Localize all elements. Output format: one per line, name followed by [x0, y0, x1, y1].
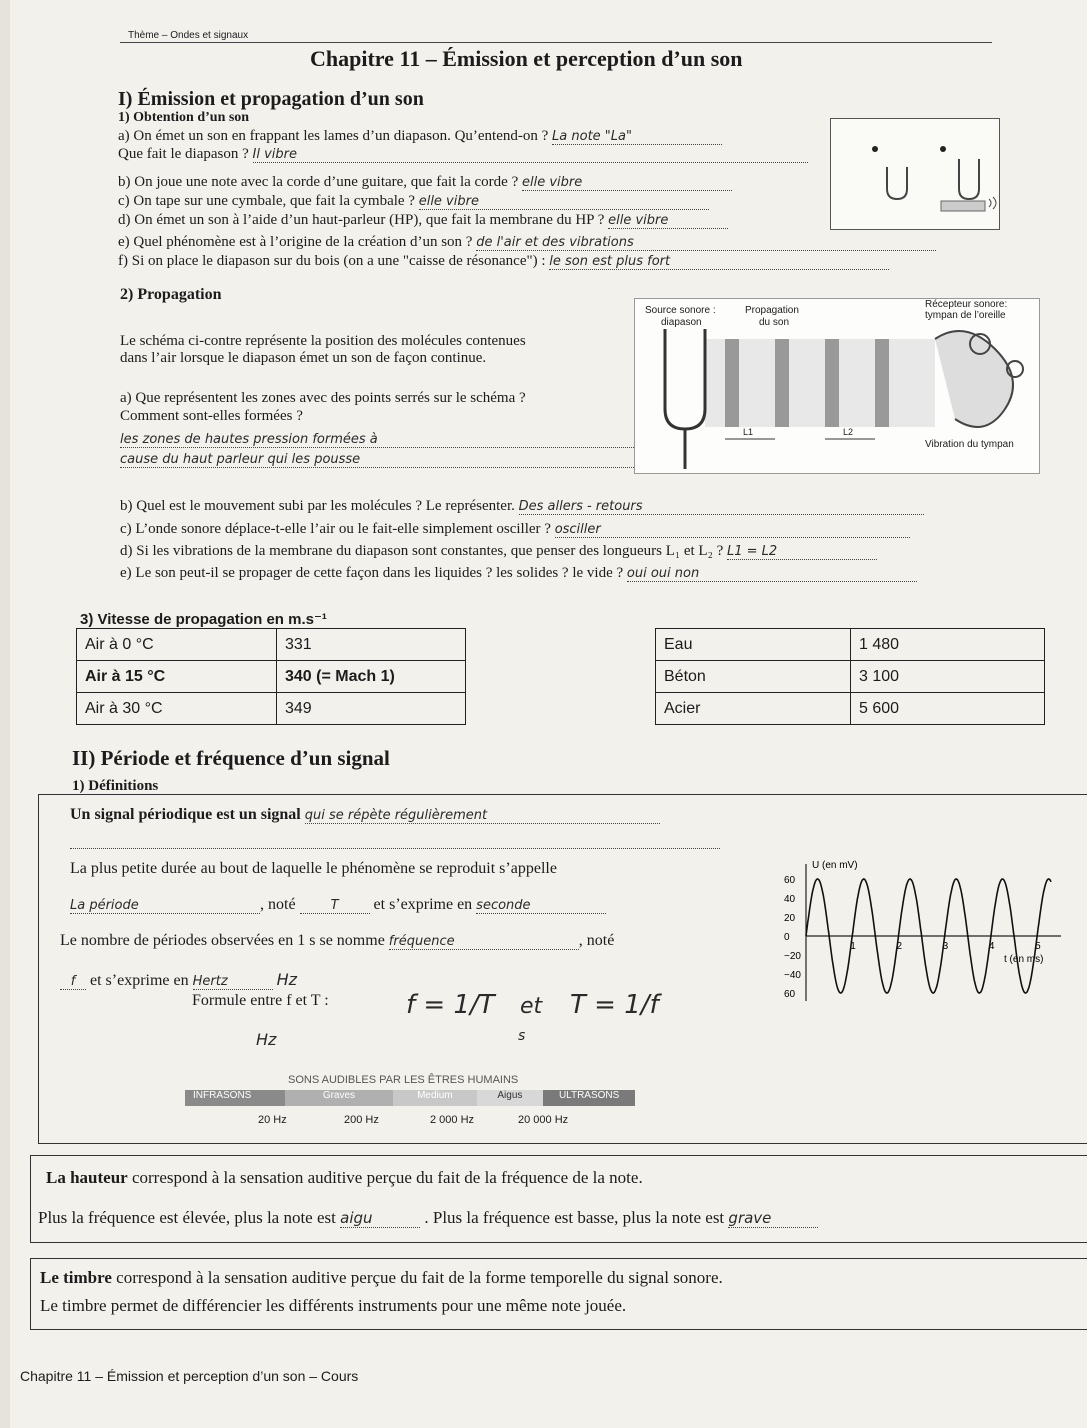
hauteur-definition: La hauteur correspond à la sensation auditive perçue du fait de la fréquence de la note. [46, 1168, 643, 1187]
subsection-obtention: 1) Obtention d’un son [118, 110, 250, 125]
header-rule [120, 42, 992, 43]
def-frequency: Le nombre de périodes observées en 1 s se nomme fréquence , noté [60, 932, 615, 949]
formula-note-2: s [518, 1028, 526, 1044]
x-axis-label: t (en ms) [1004, 954, 1044, 965]
band-ultrasons: ULTRASONS [543, 1090, 635, 1106]
signal-chart [756, 856, 1066, 1006]
table-cell: 340 (= Mach 1) [277, 661, 466, 693]
table-row [77, 629, 466, 661]
band-graves: Graves [285, 1090, 393, 1106]
table-row [656, 661, 1045, 693]
answer-grave: grave [728, 1209, 818, 1228]
worksheet-page [10, 0, 1087, 1428]
question-pd: d) Si les vibrations de la membrane du diapason sont constantes, que penser des longueurs L₁ et L₂ ? L1 = L2 [120, 543, 877, 560]
answer-pb: Des allers - retours [519, 499, 924, 515]
timbre-definition: Le timbre correspond à la sensation auditive perçue du fait de la forme temporelle du signal sonore. [40, 1268, 723, 1287]
question-pa1: a) Que représentent les zones avec des points serrés sur le schéma ? [120, 390, 526, 406]
propagation-text-2: dans l’air lorsque le diapason émet un son de façon continue. [120, 350, 487, 366]
vibration-label: Vibration du tympan [925, 439, 1014, 450]
band-medium: Medium [393, 1090, 476, 1106]
spectrum-tick-20: 20 Hz [258, 1114, 287, 1126]
propagation-text-1: Le schéma ci-contre représente la position des molécules contenues [120, 333, 526, 349]
timbre-definition-2: Le timbre permet de différencier les différents instruments pour une même note jouée. [40, 1296, 627, 1315]
table-cell: 3 100 [851, 661, 1045, 693]
question-e: e) Quel phénomène est à l’origine de la création d’un son ? de l'air et des vibrations [118, 234, 936, 251]
table-cell: Air à 30 °C [77, 693, 277, 725]
spectrum-tick-200: 200 Hz [344, 1114, 379, 1126]
y-tick-label: −40 [784, 970, 801, 981]
answer-pc: osciller [555, 522, 910, 538]
table-cell: Acier [656, 693, 851, 725]
x-tick-label: 4 [988, 941, 995, 952]
answer-pe: oui oui non [627, 566, 917, 582]
signal-chart-svg [756, 856, 1066, 1006]
table-cell: Eau [656, 629, 851, 661]
def-frequency-answer: f et s’exprime en Hertz Hz [60, 970, 297, 990]
subsection-propagation: 2) Propagation [120, 286, 222, 303]
answer-b: elle vibre [522, 175, 732, 191]
answer-d: elle vibre [608, 213, 728, 229]
answer-frequency-unit-2: Hz [276, 970, 298, 989]
air-speed-table [76, 628, 466, 725]
table-cell: Air à 0 °C [77, 629, 277, 661]
question-c: c) On tape sur une cymbale, que fait la cymbale ? elle vibre [118, 193, 709, 210]
def-periodic: Un signal périodique est un signal qui se répète régulièrement [70, 806, 660, 824]
x-tick-label: 2 [896, 941, 903, 952]
table-row [656, 693, 1045, 725]
x-tick-label: 3 [942, 941, 949, 952]
tuning-fork-icon [831, 119, 1001, 231]
answer-pd: L1 = L2 [727, 544, 877, 560]
answer-e: de l'air et des vibrations [476, 235, 936, 251]
l1-label: L1 [743, 427, 754, 437]
table-cell: 1 480 [851, 629, 1045, 661]
hauteur-question: Plus la fréquence est élevée, plus la note est aigu . Plus la fréquence est basse, plus la note est grave [38, 1208, 818, 1228]
answer-a: La note "La" [552, 129, 722, 145]
y-tick-label: 60 [784, 989, 796, 1000]
formula-note: Hz [256, 1030, 277, 1049]
question-b: b) On joue une note avec la corde d’une guitare, que fait la corde ? elle vibre [118, 174, 732, 191]
section1-title: I) Émission et propagation d’un son [118, 88, 424, 110]
question-a2: Que fait le diapason ? Il vibre [118, 146, 808, 163]
propagation-label: Propagation [745, 305, 799, 316]
question-pb: b) Quel est le mouvement subi par les molécules ? Le représenter. Des allers - retours [120, 498, 924, 515]
y-tick-label: −20 [784, 951, 801, 962]
answer-frequency-unit: Hertz [193, 974, 273, 990]
answer-frequency-symbol: f [60, 974, 86, 990]
answer-periodic: qui se répète régulièrement [305, 808, 660, 824]
def-period-answer: La période , noté T et s’exprime en seconde [70, 896, 606, 914]
receiver-label: Récepteur sonore: [925, 299, 1008, 310]
table-cell: 5 600 [851, 693, 1045, 725]
table-row [77, 693, 466, 725]
question-f: f) Si on place le diapason sur du bois (on a une "caisse de résonance") : le son est plus fort [118, 253, 889, 270]
x-tick-label: 1 [850, 941, 856, 952]
receiver-label-2: tympan de l’oreille [925, 310, 1006, 321]
section2-title: II) Période et fréquence d’un signal [72, 746, 390, 770]
answer-frequency: fréquence [389, 934, 579, 950]
source-label-2: diapason [661, 317, 702, 328]
material-speed-table [655, 628, 1045, 725]
question-a: a) On émet un son en frappant les lames d’un diapason. Qu’entend-on ? La note "La" [118, 128, 722, 145]
table-cell: 349 [277, 693, 466, 725]
spectrum-tick-20000: 20 000 Hz [518, 1114, 569, 1126]
formula-label: Formule entre f et T : [192, 992, 329, 1009]
footer-text: Chapitre 11 – Émission et perception d’un son – Cours [20, 1368, 359, 1384]
formula-1: f = 1/T [406, 990, 495, 1020]
answer-period-symbol: T [300, 898, 370, 914]
source-label: Source sonore : [645, 305, 716, 316]
y-tick-label: 40 [784, 894, 796, 905]
answer-pa-line1: les zones de hautes pression formées à [120, 432, 640, 448]
subsection-vitesse: 3) Vitesse de propagation en m.s⁻¹ [80, 611, 327, 628]
band-infrasons: INFRASONS [185, 1090, 285, 1106]
tuning-fork-image [830, 118, 1000, 230]
l2-label: L2 [843, 427, 854, 437]
formula-2: T = 1/f [570, 990, 659, 1020]
y-tick-label: 0 [784, 932, 790, 943]
question-pe: e) Le son peut-il se propager de cette façon dans les liquides ? les solides ? le vide ? oui oui non [120, 565, 917, 582]
theme-label: Thème – Ondes et signaux [128, 30, 249, 41]
propagation-label-2: du son [759, 317, 790, 328]
spectrum-tick-2000: 2 000 Hz [430, 1114, 475, 1126]
y-tick-label: 60 [784, 875, 796, 886]
y-axis-label: U (en mV) [812, 860, 858, 871]
answer-c: elle vibre [419, 194, 709, 210]
answer-period: La période [70, 898, 260, 914]
table-cell: 331 [277, 629, 466, 661]
blank-line [70, 848, 720, 849]
question-pc: c) L’onde sonore déplace-t-elle l’air ou le fait-elle simplement osciller ? osciller [120, 521, 910, 538]
y-tick-label: 20 [784, 913, 796, 924]
question-d: d) On émet un son à l’aide d’un haut-parleur (HP), que fait la membrane du HP ? elle vibre [118, 212, 728, 229]
question-pa2: Comment sont-elles formées ? [120, 408, 303, 424]
def-period: La plus petite durée au bout de laquelle le phénomène se reproduit s’appelle [70, 860, 557, 877]
table-cell: Air à 15 °C [77, 661, 277, 693]
table-row [77, 661, 466, 693]
x-tick-label: 5 [1035, 941, 1041, 952]
subsection-definitions: 1) Définitions [72, 778, 159, 794]
answer-aigu: aigu [340, 1209, 420, 1228]
spectrum-bar [185, 1090, 635, 1106]
answer-a2: Il vibre [253, 147, 808, 163]
chapter-title: Chapitre 11 – Émission et perception d’un son [310, 46, 743, 71]
band-aigus: Aigus [477, 1090, 544, 1106]
answer-period-unit: seconde [476, 898, 606, 914]
spectrum-title: SONS AUDIBLES PAR LES ÊTRES HUMAINS [288, 1074, 519, 1086]
answer-pa-line2: cause du haut parleur qui les pousse [120, 452, 640, 468]
propagation-diagram [634, 298, 1040, 474]
table-cell: Béton [656, 661, 851, 693]
formula-et: et [520, 994, 543, 1019]
table-row [656, 629, 1045, 661]
answer-f: le son est plus fort [549, 254, 889, 270]
